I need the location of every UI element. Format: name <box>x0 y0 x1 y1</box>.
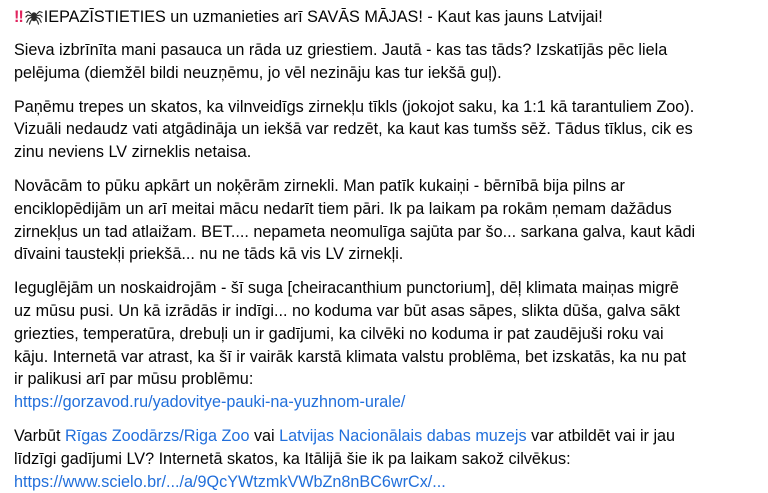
paragraph-2 <box>14 96 754 164</box>
scielo-link[interactable]: https://www.scielo.br/.../a/9QcYWtzmkVWbZn8nBC6wrCx/... <box>14 472 446 491</box>
paragraph-1 <box>14 39 754 85</box>
paragraph-5-text-mid: vai <box>249 426 280 445</box>
paragraph-5-text-pre: Varbūt <box>14 426 65 445</box>
paragraph-5 <box>14 425 754 493</box>
paragraph-4-line-5: ir palikusi arī par mūsu problēmu: <box>14 370 254 389</box>
paragraph-4-line-2: uz mūsu pusi. Un kā izrādās ir indīgi... no koduma var būt asas sāpes, slikta dūša, galva sākt <box>14 301 680 320</box>
paragraph-4-line-4: kāju. Internetā var atrast, ka šī ir vairāk karstā klimata valstu problēma, bet izskatās, ka nu pat <box>14 347 687 366</box>
paragraph-1-line-1: Sieva izbrīnīta mani pasauca un rāda uz griestiem. Jautā - kas tas tāds? Izskatījās pēc liela <box>14 41 668 59</box>
paragraph-4 <box>14 277 754 414</box>
paragraph-3-line-2: enciklopēdijām un arī meitai mācu nedarīt tiem pāri. Ik pa laikam pa rokām ņemam dažādus <box>14 199 672 218</box>
paragraph-3-line-3: zirnekļus un tad atlaižam. BET.... nepameta neomulīga sajūta par šo... sarkana galva, kaut kādi <box>14 222 696 241</box>
riga-zoo-link[interactable]: Rīgas Zoodārzs/Riga Zoo <box>65 426 250 445</box>
paragraph-4-line-3: griezties, temperatūra, drebuļi un ir gadījumi, ka cilvēki no koduma ir pat zaudējuši roku vai <box>14 324 664 343</box>
paragraph-3-line-1: Novācām to pūku apkārt un noķērām zirnekli. Man patīk kukaiņi - bērnībā bija pilns ar <box>14 176 625 195</box>
post-title <box>14 6 754 28</box>
paragraph-2-line-1: Paņēmu trepes un skatos, ka vilnveidīgs zirnekļu tīkls (jokojot saku, ka 1:1 kā tarantuliem Zoo). <box>14 97 695 116</box>
paragraph-5-line-2: līdzīgi gadījumi LV? Internetā skatos, ka Itālijā šie ik pa laikam sakož cilvēkus: <box>14 449 571 468</box>
double-exclamation-emoji: ‼ <box>14 8 23 26</box>
nature-museum-link[interactable]: Latvijas Nacionālais dabas muzejs <box>279 426 527 445</box>
paragraph-3 <box>14 175 754 266</box>
paragraph-3-line-4: dīvaini taustekļi priekšā... nu ne tāds kā vis LV zirnekļi. <box>14 245 404 264</box>
post-title-text: IEPAZĪSTIETIES un uzmanieties arī SAVĀS MĀJAS! - Kaut kas jauns Latvijai! <box>43 8 603 26</box>
paragraph-2-line-3: zinu neviens LV zirneklis netaisa. <box>14 143 252 162</box>
paragraph-1-line-2: pelējuma (diemžēl bildi neuzņēmu, jo vēl nezināju kas tur iekšā guļ). <box>14 63 502 82</box>
gorzavod-link[interactable]: https://gorzavod.ru/yadovitye-pauki-na-yuzhnom-urale/ <box>14 393 406 412</box>
spider-icon <box>25 7 43 25</box>
paragraph-2-line-2: Vizuāli nedaudz vati atgādināja un iekšā var redzēt, ka kaut kas tumšs sēž. Tādus tīklus, cik es <box>14 120 693 139</box>
paragraph-4-line-1: Ieguglējām un noskaidrojām - šī suga [cheiracanthium punctorium], dēļ klimata maiņas migrē <box>14 279 679 298</box>
paragraph-5-text-post: var atbildēt vai ir jau <box>526 426 676 445</box>
